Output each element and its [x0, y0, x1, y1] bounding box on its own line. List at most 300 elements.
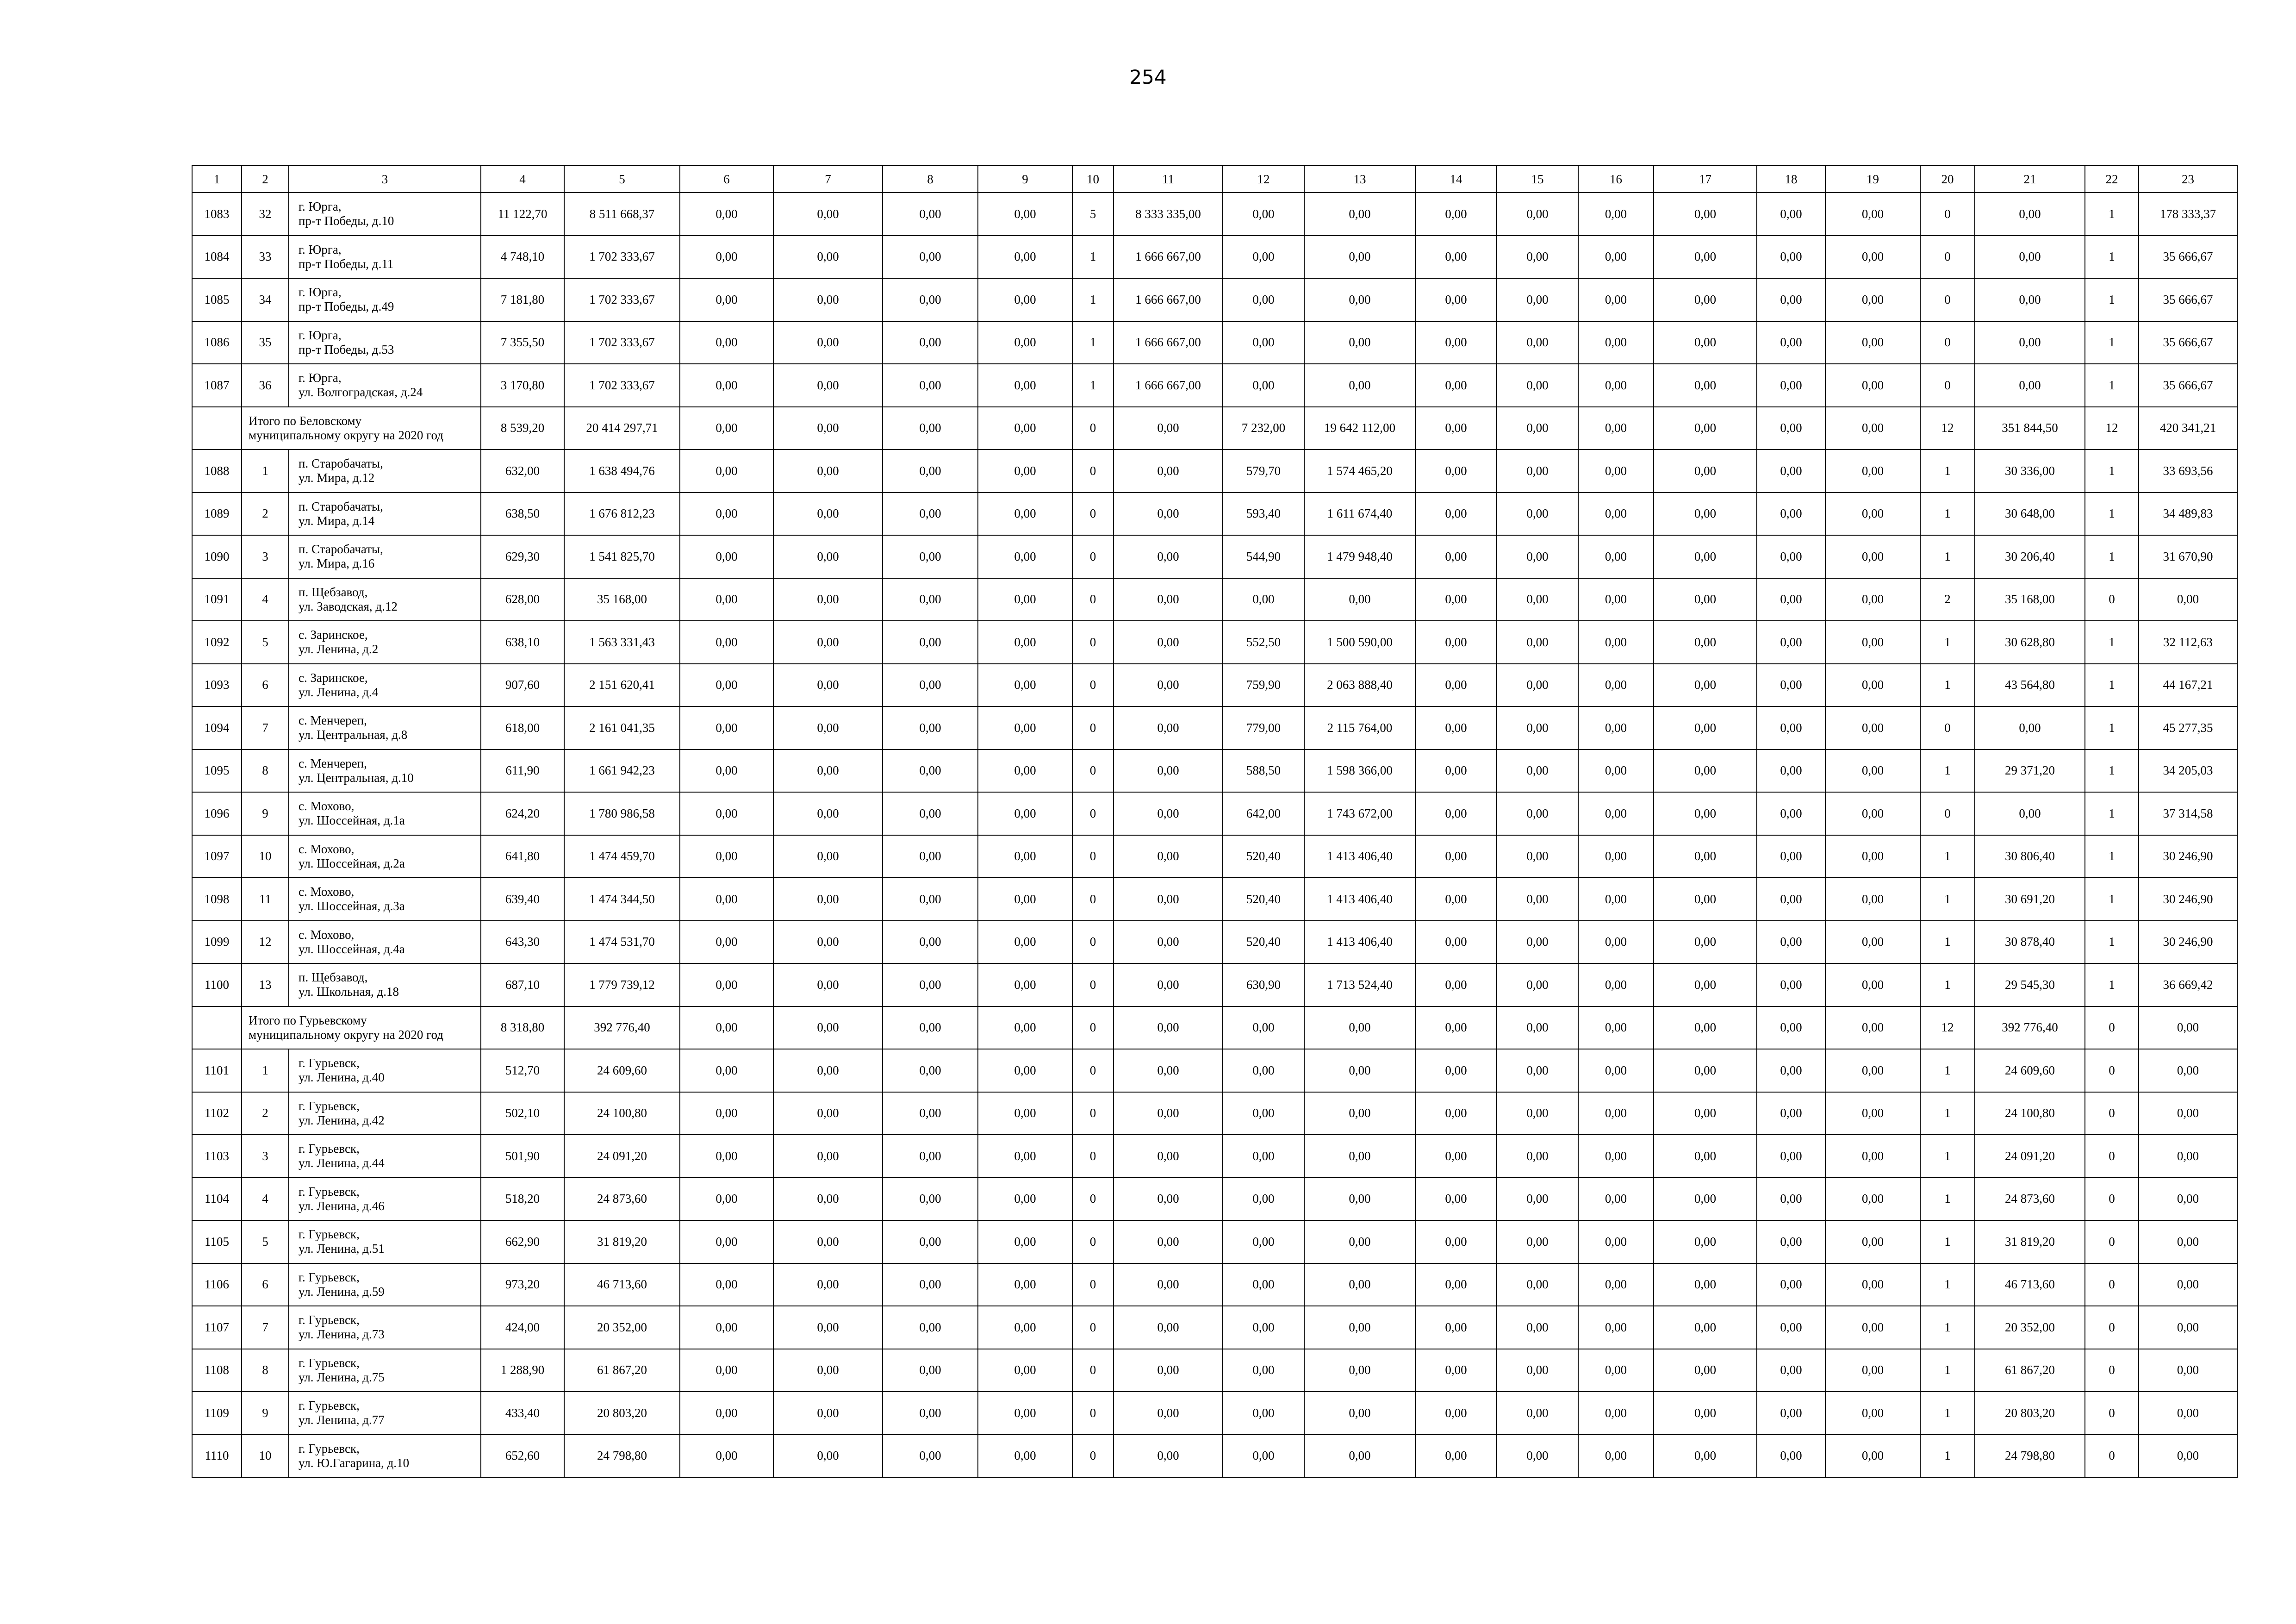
value-cell: 0,00	[1757, 364, 1825, 407]
row-number-cell: 1104	[192, 1178, 242, 1221]
value-cell: 0,00	[1415, 535, 1497, 578]
value-cell: 20 352,00	[564, 1306, 680, 1349]
row-number-cell: 1102	[192, 1092, 242, 1135]
table-row	[192, 278, 2237, 321]
value-cell: 0,00	[1578, 236, 1654, 279]
value-cell: 0,00	[1578, 1135, 1654, 1178]
row-number-cell: 1095	[192, 750, 242, 793]
value-cell: 12	[1920, 1006, 1975, 1049]
value-cell: 1 563 331,43	[564, 621, 680, 664]
value-cell: 1 713 524,40	[1304, 963, 1415, 1006]
value-cell: 61 867,20	[564, 1349, 680, 1392]
value-cell: 0	[2085, 1049, 2139, 1092]
sub-number-cell: 8	[242, 1349, 289, 1392]
value-cell: 0,00	[1415, 1306, 1497, 1349]
sub-number-cell: 9	[242, 1392, 289, 1435]
column-number-header: 7	[773, 166, 883, 193]
value-cell: 0,00	[1304, 1049, 1415, 1092]
row-number-cell: 1083	[192, 193, 242, 236]
value-cell: 0,00	[1415, 1092, 1497, 1135]
column-number-header: 22	[2085, 166, 2139, 193]
address-cell: с. Мохово, ул. Шоссейная, д.3а	[289, 878, 481, 921]
value-cell: 4 748,10	[481, 236, 564, 279]
value-cell: 1 500 590,00	[1304, 621, 1415, 664]
value-cell: 0,00	[2139, 1049, 2237, 1092]
value-cell: 1	[2085, 664, 2139, 707]
value-cell: 0,00	[883, 236, 978, 279]
value-cell: 1	[2085, 963, 2139, 1006]
value-cell: 24 798,80	[564, 1435, 680, 1478]
sub-number-cell: 1	[242, 1049, 289, 1092]
value-cell: 0,00	[680, 878, 773, 921]
value-cell: 0,00	[1825, 578, 1920, 621]
value-cell: 0	[2085, 1092, 2139, 1135]
value-cell: 0,00	[1654, 878, 1757, 921]
value-cell: 1	[1072, 278, 1114, 321]
row-number-cell: 1099	[192, 921, 242, 964]
address-cell: п. Старобачаты, ул. Мира, д.14	[289, 493, 481, 536]
value-cell: 8 333 335,00	[1114, 193, 1223, 236]
column-number-header: 11	[1114, 166, 1223, 193]
value-cell: 0,00	[773, 493, 883, 536]
value-cell: 0,00	[978, 364, 1072, 407]
value-cell: 0	[1072, 1006, 1114, 1049]
value-cell: 544,90	[1223, 535, 1304, 578]
value-cell: 0,00	[680, 1349, 773, 1392]
value-cell: 0,00	[1114, 450, 1223, 493]
table-row	[192, 750, 2237, 793]
value-cell: 0,00	[773, 878, 883, 921]
value-cell: 34 489,83	[2139, 493, 2237, 536]
value-cell: 0,00	[1757, 1006, 1825, 1049]
value-cell: 0,00	[1114, 1220, 1223, 1263]
value-cell: 24 100,80	[564, 1092, 680, 1135]
value-cell: 0,00	[1114, 750, 1223, 793]
value-cell: 0,00	[1497, 835, 1578, 878]
value-cell: 0,00	[978, 621, 1072, 664]
value-cell: 0,00	[1415, 664, 1497, 707]
column-number-header: 20	[1920, 166, 1975, 193]
value-cell: 1	[1920, 493, 1975, 536]
value-cell: 61 867,20	[1975, 1349, 2085, 1392]
value-cell: 0,00	[1304, 1392, 1415, 1435]
value-cell: 0	[2085, 1392, 2139, 1435]
value-cell: 0,00	[1654, 1135, 1757, 1178]
value-cell: 0,00	[978, 1178, 1072, 1221]
value-cell: 0,00	[1578, 364, 1654, 407]
value-cell: 33 693,56	[2139, 450, 2237, 493]
value-cell: 24 091,20	[564, 1135, 680, 1178]
value-cell: 779,00	[1223, 706, 1304, 750]
value-cell: 0,00	[1114, 1392, 1223, 1435]
address-cell: с. Менчереп, ул. Центральная, д.8	[289, 706, 481, 750]
value-cell: 0,00	[773, 1092, 883, 1135]
value-cell: 0	[2085, 1306, 2139, 1349]
value-cell: 7 232,00	[1223, 407, 1304, 450]
column-number-header: 14	[1415, 166, 1497, 193]
value-cell: 579,70	[1223, 450, 1304, 493]
value-cell: 24 091,20	[1975, 1135, 2085, 1178]
address-cell: г. Гурьевск, ул. Ленина, д.59	[289, 1263, 481, 1306]
value-cell: 8 539,20	[481, 407, 564, 450]
table-row	[192, 1263, 2237, 1306]
value-cell: 0,00	[1825, 1178, 1920, 1221]
address-cell: г. Юрга, пр-т Победы, д.53	[289, 321, 481, 364]
row-number-cell: 1107	[192, 1306, 242, 1349]
sub-number-cell: 1	[242, 450, 289, 493]
address-cell: г. Гурьевск, ул. Ленина, д.46	[289, 1178, 481, 1221]
value-cell: 30 206,40	[1975, 535, 2085, 578]
value-cell: 0,00	[1757, 750, 1825, 793]
value-cell: 1	[1920, 1263, 1975, 1306]
value-cell: 1	[2085, 535, 2139, 578]
value-cell: 0,00	[1415, 792, 1497, 835]
table-row	[192, 1178, 2237, 1221]
value-cell: 20 803,20	[564, 1392, 680, 1435]
value-cell: 520,40	[1223, 878, 1304, 921]
sub-number-cell: 11	[242, 878, 289, 921]
value-cell: 1	[1920, 1178, 1975, 1221]
value-cell: 0,00	[773, 407, 883, 450]
value-cell: 0,00	[1654, 535, 1757, 578]
value-cell: 638,10	[481, 621, 564, 664]
value-cell: 7 181,80	[481, 278, 564, 321]
table-row	[192, 792, 2237, 835]
value-cell: 0,00	[883, 407, 978, 450]
value-cell: 1 666 667,00	[1114, 364, 1223, 407]
value-cell: 0,00	[883, 1049, 978, 1092]
value-cell: 0,00	[1223, 1435, 1304, 1478]
value-cell: 0,00	[1223, 1092, 1304, 1135]
value-cell: 1	[2085, 450, 2139, 493]
value-cell: 641,80	[481, 835, 564, 878]
value-cell: 0,00	[1304, 278, 1415, 321]
row-number-cell: 1090	[192, 535, 242, 578]
value-cell: 0,00	[883, 706, 978, 750]
value-cell: 0,00	[978, 1349, 1072, 1392]
value-cell: 0,00	[1654, 1049, 1757, 1092]
value-cell: 420 341,21	[2139, 407, 2237, 450]
value-cell: 0,00	[680, 1392, 773, 1435]
value-cell: 0,00	[1415, 963, 1497, 1006]
address-cell: г. Юрга, пр-т Победы, д.10	[289, 193, 481, 236]
value-cell: 1	[2085, 921, 2139, 964]
value-cell: 0,00	[680, 1435, 773, 1478]
address-cell: г. Гурьевск, ул. Ленина, д.42	[289, 1092, 481, 1135]
column-number-header: 3	[289, 166, 481, 193]
row-number-cell: 1086	[192, 321, 242, 364]
value-cell: 43 564,80	[1975, 664, 2085, 707]
value-cell: 0,00	[1114, 621, 1223, 664]
value-cell: 0,00	[1497, 364, 1578, 407]
value-cell: 0,00	[1654, 835, 1757, 878]
sub-number-cell: 5	[242, 621, 289, 664]
value-cell: 0,00	[1757, 1135, 1825, 1178]
value-cell: 0,00	[2139, 578, 2237, 621]
table-row	[192, 1349, 2237, 1392]
value-cell: 0,00	[1825, 750, 1920, 793]
column-number-header: 5	[564, 166, 680, 193]
column-number-header: 6	[680, 166, 773, 193]
value-cell: 0,00	[978, 792, 1072, 835]
value-cell: 0,00	[1223, 1178, 1304, 1221]
value-cell: 0,00	[1654, 621, 1757, 664]
row-number-cell: 1109	[192, 1392, 242, 1435]
value-cell: 0	[1072, 1178, 1114, 1221]
address-cell: г. Гурьевск, ул. Ленина, д.77	[289, 1392, 481, 1435]
value-cell: 0,00	[1825, 1049, 1920, 1092]
value-cell: 24 873,60	[564, 1178, 680, 1221]
value-cell: 759,90	[1223, 664, 1304, 707]
sub-number-cell: 35	[242, 321, 289, 364]
value-cell: 0,00	[1114, 1263, 1223, 1306]
value-cell: 0	[1072, 664, 1114, 707]
value-cell: 1 413 406,40	[1304, 835, 1415, 878]
column-number-header: 15	[1497, 166, 1578, 193]
value-cell: 0,00	[1825, 493, 1920, 536]
value-cell: 1 702 333,67	[564, 278, 680, 321]
value-cell: 0,00	[1825, 1006, 1920, 1049]
value-cell: 1	[2085, 706, 2139, 750]
value-cell: 0	[1920, 236, 1975, 279]
value-cell: 0,00	[1578, 1220, 1654, 1263]
value-cell: 0,00	[1497, 278, 1578, 321]
value-cell: 0,00	[680, 706, 773, 750]
value-cell: 1 702 333,67	[564, 364, 680, 407]
value-cell: 0,00	[883, 664, 978, 707]
value-cell: 0,00	[1114, 835, 1223, 878]
value-cell: 0,00	[883, 278, 978, 321]
subtotal-row	[192, 1006, 2237, 1049]
value-cell: 0,00	[1304, 364, 1415, 407]
value-cell: 618,00	[481, 706, 564, 750]
value-cell: 20 414 297,71	[564, 407, 680, 450]
value-cell: 0,00	[2139, 1135, 2237, 1178]
value-cell: 30 246,90	[2139, 835, 2237, 878]
value-cell: 0,00	[1654, 193, 1757, 236]
value-cell: 0,00	[1825, 1435, 1920, 1478]
value-cell: 0,00	[978, 1135, 1072, 1178]
value-cell: 0,00	[1415, 193, 1497, 236]
value-cell: 0,00	[1825, 1392, 1920, 1435]
address-cell: г. Гурьевск, ул. Ленина, д.73	[289, 1306, 481, 1349]
value-cell: 30 648,00	[1975, 493, 2085, 536]
value-cell: 520,40	[1223, 835, 1304, 878]
value-cell: 0,00	[1578, 493, 1654, 536]
value-cell: 0,00	[1654, 450, 1757, 493]
value-cell: 0,00	[1975, 792, 2085, 835]
column-number-header: 21	[1975, 166, 2085, 193]
value-cell: 0,00	[978, 835, 1072, 878]
value-cell: 0,00	[1757, 1092, 1825, 1135]
value-cell: 1 474 531,70	[564, 921, 680, 964]
value-cell: 0,00	[1497, 921, 1578, 964]
sub-number-cell: 8	[242, 750, 289, 793]
value-cell: 0,00	[1757, 493, 1825, 536]
value-cell: 0,00	[883, 1006, 978, 1049]
value-cell: 34 205,03	[2139, 750, 2237, 793]
row-number-cell: 1096	[192, 792, 242, 835]
value-cell: 0,00	[680, 1006, 773, 1049]
value-cell: 0,00	[1497, 1092, 1578, 1135]
value-cell: 0,00	[1578, 193, 1654, 236]
value-cell: 0,00	[1304, 578, 1415, 621]
value-cell: 552,50	[1223, 621, 1304, 664]
table-row	[192, 1049, 2237, 1092]
sub-number-cell: 3	[242, 1135, 289, 1178]
value-cell: 0,00	[978, 1263, 1072, 1306]
address-cell: г. Гурьевск, ул. Ю.Гагарина, д.10	[289, 1435, 481, 1478]
value-cell: 0,00	[1415, 1049, 1497, 1092]
value-cell: 0	[1072, 1220, 1114, 1263]
value-cell: 0,00	[1223, 1220, 1304, 1263]
row-number-cell: 1108	[192, 1349, 242, 1392]
value-cell: 0,00	[1825, 621, 1920, 664]
value-cell: 0,00	[883, 792, 978, 835]
sub-number-cell: 13	[242, 963, 289, 1006]
value-cell: 0,00	[1757, 621, 1825, 664]
address-cell: с. Мохово, ул. Шоссейная, д.4а	[289, 921, 481, 964]
value-cell: 0,00	[1497, 1306, 1578, 1349]
value-cell: 392 776,40	[1975, 1006, 2085, 1049]
value-cell: 0,00	[1654, 578, 1757, 621]
value-cell: 588,50	[1223, 750, 1304, 793]
value-cell: 1 676 812,23	[564, 493, 680, 536]
column-number-header: 8	[883, 166, 978, 193]
value-cell: 30 246,90	[2139, 878, 2237, 921]
value-cell: 30 628,80	[1975, 621, 2085, 664]
table-row	[192, 535, 2237, 578]
value-cell: 36 669,42	[2139, 963, 2237, 1006]
value-cell: 0,00	[1654, 1092, 1757, 1135]
value-cell: 0,00	[978, 321, 1072, 364]
value-cell: 1	[2085, 621, 2139, 664]
value-cell: 0,00	[1114, 878, 1223, 921]
value-cell: 0,00	[1415, 450, 1497, 493]
value-cell: 0,00	[1825, 321, 1920, 364]
value-cell: 642,00	[1223, 792, 1304, 835]
value-cell: 0,00	[1578, 407, 1654, 450]
value-cell: 0,00	[680, 236, 773, 279]
value-cell: 632,00	[481, 450, 564, 493]
value-cell: 0,00	[1114, 578, 1223, 621]
value-cell: 652,60	[481, 1435, 564, 1478]
row-number-cell	[192, 407, 242, 450]
value-cell: 0,00	[1578, 1178, 1654, 1221]
value-cell: 0,00	[1757, 407, 1825, 450]
sub-number-cell: 12	[242, 921, 289, 964]
value-cell: 0,00	[1757, 321, 1825, 364]
value-cell: 0,00	[883, 1392, 978, 1435]
page-number: 254	[1129, 66, 1167, 88]
value-cell: 0,00	[883, 1349, 978, 1392]
sub-number-cell: 2	[242, 1092, 289, 1135]
table-row	[192, 578, 2237, 621]
value-cell: 0,00	[680, 321, 773, 364]
value-cell: 0,00	[773, 364, 883, 407]
value-cell: 20 352,00	[1975, 1306, 2085, 1349]
value-cell: 0,00	[978, 878, 1072, 921]
address-cell: г. Юрга, пр-т Победы, д.49	[289, 278, 481, 321]
value-cell: 0,00	[978, 706, 1072, 750]
value-cell: 1 780 986,58	[564, 792, 680, 835]
value-cell: 0,00	[680, 750, 773, 793]
value-cell: 0,00	[1825, 664, 1920, 707]
value-cell: 0,00	[1757, 963, 1825, 1006]
value-cell: 0	[1072, 1135, 1114, 1178]
value-cell: 0	[1072, 921, 1114, 964]
value-cell: 0,00	[1757, 878, 1825, 921]
value-cell: 35 666,67	[2139, 321, 2237, 364]
value-cell: 629,30	[481, 535, 564, 578]
value-cell: 0,00	[1304, 321, 1415, 364]
value-cell: 1 666 667,00	[1114, 321, 1223, 364]
value-cell: 0,00	[1497, 621, 1578, 664]
value-cell: 0,00	[883, 621, 978, 664]
value-cell: 35 168,00	[564, 578, 680, 621]
table-row	[192, 193, 2237, 236]
value-cell: 0,00	[1825, 1349, 1920, 1392]
value-cell: 0,00	[1223, 1135, 1304, 1178]
value-cell: 501,90	[481, 1135, 564, 1178]
value-cell: 0,00	[1114, 1006, 1223, 1049]
value-cell: 0,00	[1114, 706, 1223, 750]
column-number-header: 4	[481, 166, 564, 193]
value-cell: 0,00	[1415, 750, 1497, 793]
row-number-cell: 1103	[192, 1135, 242, 1178]
value-cell: 0,00	[883, 493, 978, 536]
value-cell: 24 873,60	[1975, 1178, 2085, 1221]
value-cell: 0,00	[773, 921, 883, 964]
table-row	[192, 321, 2237, 364]
value-cell: 46 713,60	[1975, 1263, 2085, 1306]
value-cell: 0,00	[773, 963, 883, 1006]
value-cell: 1	[2085, 493, 2139, 536]
value-cell: 0	[1920, 278, 1975, 321]
value-cell: 1	[2085, 193, 2139, 236]
row-number-cell: 1098	[192, 878, 242, 921]
value-cell: 0,00	[1578, 664, 1654, 707]
value-cell: 0,00	[1223, 278, 1304, 321]
value-cell: 1 779 739,12	[564, 963, 680, 1006]
value-cell: 0,00	[1304, 1263, 1415, 1306]
value-cell: 0	[1072, 1049, 1114, 1092]
row-number-cell: 1105	[192, 1220, 242, 1263]
value-cell: 1	[2085, 835, 2139, 878]
value-cell: 0,00	[2139, 1220, 2237, 1263]
value-cell: 0,00	[1114, 407, 1223, 450]
value-cell: 0	[1072, 621, 1114, 664]
value-cell: 0,00	[1654, 236, 1757, 279]
value-cell: 0,00	[773, 450, 883, 493]
value-cell: 0,00	[1757, 1306, 1825, 1349]
value-cell: 0,00	[1415, 1006, 1497, 1049]
row-number-cell: 1101	[192, 1049, 242, 1092]
table-row	[192, 706, 2237, 750]
value-cell: 0,00	[1654, 1392, 1757, 1435]
address-cell: с. Менчереп, ул. Центральная, д.10	[289, 750, 481, 793]
value-cell: 0,00	[1415, 706, 1497, 750]
value-cell: 0,00	[1578, 750, 1654, 793]
value-cell: 0,00	[680, 278, 773, 321]
value-cell: 0,00	[978, 578, 1072, 621]
value-cell: 0,00	[1654, 321, 1757, 364]
value-cell: 0	[2085, 1178, 2139, 1221]
value-cell: 0,00	[680, 1220, 773, 1263]
value-cell: 0,00	[978, 407, 1072, 450]
value-cell: 0,00	[1223, 1049, 1304, 1092]
value-cell: 0,00	[978, 1092, 1072, 1135]
